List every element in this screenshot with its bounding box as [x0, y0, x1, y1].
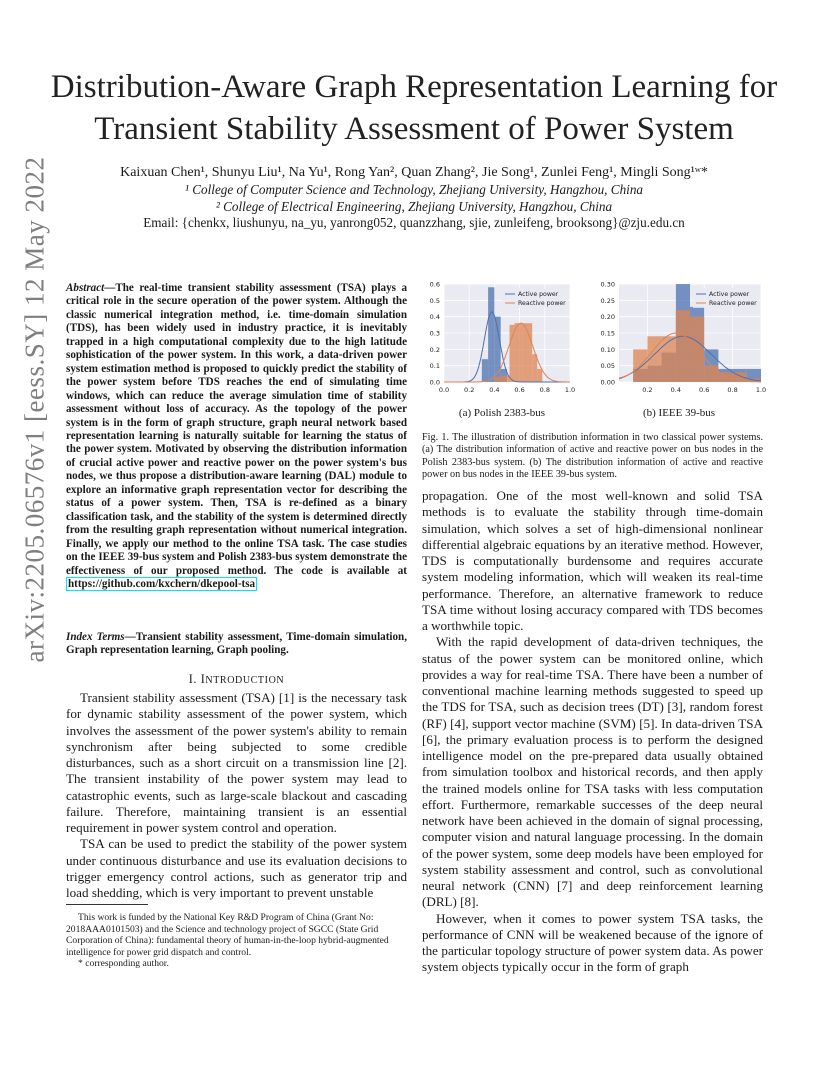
figure-1	[422, 280, 767, 405]
x-tick-label: 0.8	[727, 386, 738, 394]
section-heading: I. INTRODUCTION	[188, 672, 285, 686]
subcaption-b: (b) IEEE 39-bus	[642, 407, 716, 419]
x-tick-label: 1.0	[564, 386, 576, 394]
abstract-text: —The real-time transient stability assessment (TSA) plays a critical role in the secure operation of the power system. Although the classic numerical integration method, i.e. time-domain simulation (TDS), has been widely used in industry practice, it is inevitably trapped in a high computational complexity due to the high latitude sophistication of the power system. In this work, a data-driven power system estimation method is proposed to quickly predict the stability of the power system before TDS reaches the end of simulating time windows, which can reduce the average simulation time of stability assessment without loss of accuracy. As the topology of the power system is in the form of graph structure, graph neural network based representation learning is naturally suitable for learning the status of the power system. Motivated by observing the distribution information of crucial active power and reactive power on the power system's bus nodes, we thus propose a distribution-aware learning (DAL) module to explore an informative graph representation vector for describing the status of a power system. Then, TSA is re-defined as a binary classification task, and the stability of the system is determined directly from the resulting graph representation without numerical integration. Finally, we apply our method to the online TSA task. The case studies on the IEEE 39-bus system and Polish 2383-bus system demonstrate the effectiveness of our proposed method. The code is available at	[66, 282, 407, 577]
y-tick-label: 0.15	[600, 329, 615, 338]
x-tick-label: 0.4	[489, 386, 500, 394]
index-terms-label: Index Terms	[66, 631, 125, 643]
legend-label: Reactive power	[709, 300, 757, 308]
footnote-funding: This work is funded by the National Key R&D Program of China (Grant No: 2018AAA0101503) and the Science and technology project of SGCC (State Grid Corporation of China): fundamental theory of human-in-the-loop hybrid-augmented intelligence for power grid dispatch and control.	[66, 912, 389, 958]
x-tick-label: 0.0	[438, 386, 450, 394]
y-tick-label: 0.10	[600, 345, 615, 354]
y-tick-label: 0.3	[429, 329, 440, 338]
y-tick-label: 0.1	[429, 362, 440, 371]
abstract-label: Abstract	[66, 282, 105, 294]
paper-title: Distribution-Aware Graph Representation Learning for Transient Stability Assessment of Power System	[50, 69, 778, 147]
legend-label: Reactive power	[518, 300, 566, 308]
email-line: Email: {chenkx, liushunyu, na_yu, yanrong052, quanzzhang, sjie, zunleifeng, brooksong}@zju.edu.cn	[143, 215, 685, 230]
intro-paragraph-2: TSA can be used to predict the stability of the power system under continuous disturbance and use its evaluation decisions to trigger emergency control actions, such as generator trip and load shedding, which is very important to prevent unstable	[66, 836, 407, 900]
subcaption-a: (a) Polish 2383-bus	[458, 407, 546, 419]
y-tick-label: 0.6	[429, 280, 440, 289]
footnote-rule	[66, 904, 148, 905]
x-tick-label: 0.6	[514, 386, 525, 394]
author-list: Kaixuan Chen¹, Shunyu Liu¹, Na Yu¹, Rong Yan², Quan Zhang², Jie Song¹, Zunlei Feng¹, Mingli Song¹ʷ*	[120, 165, 708, 180]
intro-paragraph-1: Transient stability assessment (TSA) [1] is the necessary task for dynamic stability assessment of the power system, which involves the assessment of the power system's ability to remain synchronism after being subjected to some credible disturbances, such as a short circuit on a transmission line [2]. The transient instability of the power system may lead to catastrophic events, such as large-scale blackout and cascading failure. Therefore, maintaining transient is an essential requirement in power system control and operation.	[66, 690, 407, 835]
legend-label: Active power	[709, 291, 750, 299]
index-terms	[66, 631, 407, 658]
y-tick-label: 0.4	[429, 313, 440, 322]
y-tick-label: 0.25	[600, 296, 615, 305]
legend-label: Active power	[518, 291, 559, 299]
abstract	[66, 282, 407, 591]
y-tick-label: 0.30	[600, 280, 615, 289]
x-tick-label: 0.2	[464, 386, 475, 394]
y-tick-label: 0.00	[600, 378, 615, 387]
reactive-power-bar	[537, 369, 542, 382]
index-terms-text: —Transient stability assessment, Time-domain simulation, Graph representation learning, Graph pooling.	[66, 631, 407, 657]
figure-caption: Fig. 1. The illustration of distribution information in two classical power systems. (a) The distribution information of active and reactive power on bus nodes in the Polish 2383-bus system. (b) The distribution information of active and reactive power on bus nodes in the IEEE 39-bus system.	[422, 432, 763, 480]
y-tick-label: 0.20	[600, 313, 615, 322]
affiliation-2: ² College of Electrical Engineering, Zhejiang University, Hangzhou, China	[215, 199, 613, 214]
reactive-power-bar	[501, 375, 510, 382]
arxiv-stamp: arXiv:2205.06576v1 [eess.SY] 12 May 2022	[19, 156, 50, 663]
right-body	[422, 488, 763, 976]
x-tick-label: 0.8	[539, 386, 550, 394]
y-tick-label: 0.5	[429, 296, 440, 305]
y-tick-label: 0.2	[429, 345, 440, 354]
active-power-bar	[482, 359, 488, 382]
reactive-power-bar	[515, 323, 523, 382]
x-tick-label: 0.2	[642, 386, 653, 394]
x-tick-label: 0.6	[699, 386, 710, 394]
footnotes	[66, 912, 407, 970]
right-paragraph-3: However, when it comes to power system TSA tasks, the performance of CNN will be weakened because of the ignore of the particular topology structure of power system data. As power system objects typically occur in the form of graph	[422, 910, 763, 975]
reactive-power-bar	[494, 377, 500, 382]
code-link[interactable]: https://github.com/kxchern/dkepool-tsa	[68, 577, 256, 590]
active-power-bar	[488, 287, 494, 382]
chart-polish	[422, 280, 582, 400]
reactive-power-bar	[676, 310, 690, 382]
intro-body	[66, 690, 407, 901]
right-paragraph-2: With the rapid development of data-driven techniques, the status of the power system can be monitored online, which provides a way for real-time TSA. There have been a number of conventional machine learning methods suggested to speed up the TDS for TSA, such as decision trees (DT) [3], random forest (RF) [4], support vector machine (SVM) [5]. In data-driven TSA [6], the primary evaluation process is to perform the designed intelligence model on the pre-prepared data usually obtained from simulation toolbox and historical records, and then apply the trained models online for TSA tasks with less computation effort. Furthermore, remarkable successes of the deep neural network have been achieved in the domain of signal processing, computer vision and natural language processing. In the domain of the power system, some deep models have been employed for system stability assessment and control, such as convolutional neural network (CNN) [7] and deep reinforcement learning (DRL) [8].	[422, 634, 763, 910]
affiliation-1: ¹ College of Computer Science and Technology, Zhejiang University, Hangzhou, China	[184, 182, 644, 197]
active-power-bar	[494, 317, 500, 382]
reactive-power-bar	[532, 354, 537, 382]
right-paragraph-1: propagation. One of the most well-known and solid TSA methods is to evaluate the stability through time-domain simulation, which solves a set of high-dimensional nonlinear differential algebraic equations by an iterative method. However, TDS is computationally burdensome and requires accurate system modeling information, which will weaken its real-time performance. Therefore, an alternative framework to reduce TSA time without losing accuracy compared with TDS becomes a worthwhile topic.	[422, 488, 763, 633]
y-tick-label: 0.0	[429, 378, 440, 387]
y-tick-label: 0.05	[600, 362, 615, 371]
x-tick-label: 0.4	[670, 386, 681, 394]
footnote-corresponding: * corresponding author.	[78, 958, 169, 969]
reactive-power-bar	[704, 366, 718, 382]
x-tick-label: 1.0	[755, 386, 767, 394]
reactive-power-bar	[662, 336, 676, 382]
chart-ieee	[594, 280, 767, 400]
